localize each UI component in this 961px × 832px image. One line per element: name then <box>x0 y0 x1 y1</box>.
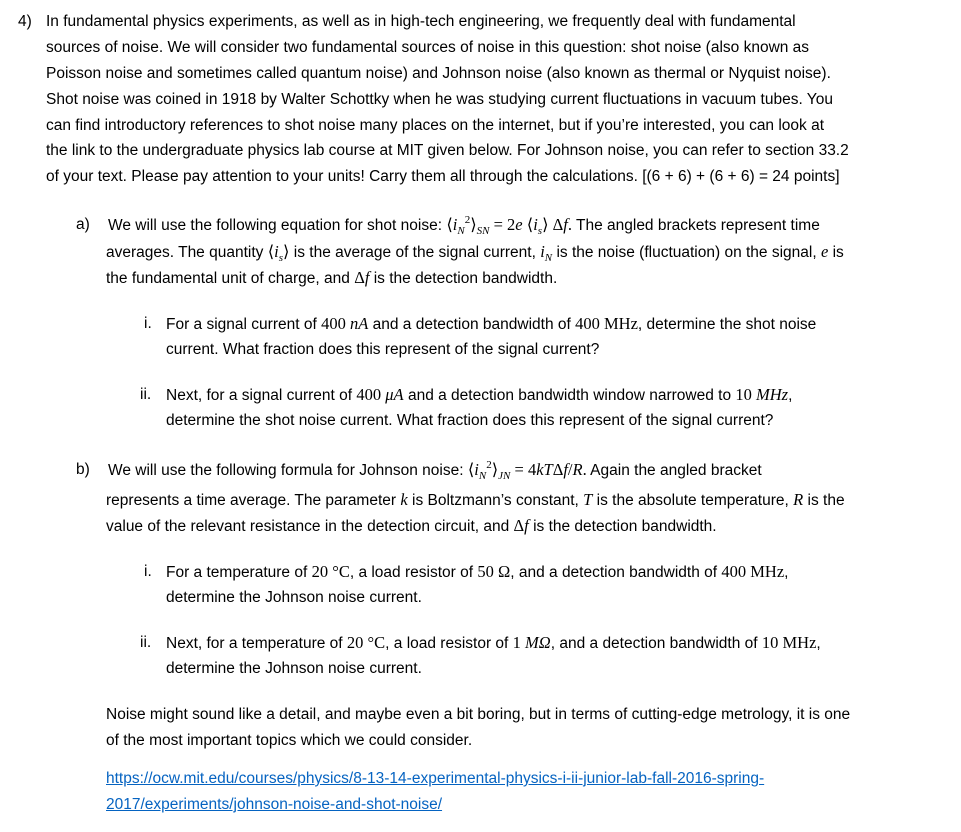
part-b-i-line-1: For a temperature of 20 °C, a load resistor of 50 Ω, and a detection bandwidth of 400 MHz, <box>166 562 789 581</box>
part-b-ii-line-1: Next, for a temperature of 20 °C, a load resistor of 1 MΩ, and a detection bandwidth of 10 MHz, <box>166 633 821 652</box>
question-number: 4) <box>18 13 32 30</box>
part-a-i-line-1: For a signal current of 400 nA and a detection bandwidth of 400 MHz, determine the shot noise <box>166 314 817 333</box>
closing-line: Noise might sound like a detail, and maybe even a bit boring, but in terms of cutting-edge metrology, it is one <box>106 706 851 723</box>
intro-line: can find introductory references to shot noise many places on the internet, but if you’re interested, you can look at <box>46 117 825 134</box>
part-a-i-label: i. <box>144 315 152 332</box>
part-b-line-1: We will use the following formula for Johnson noise: $⟨i_N^2⟩_{JN} = 4kT\Delta f/R$. Again the angled bracket <box>108 459 762 482</box>
intro-line: of your text. Please pay attention to your units! Carry them all through the calculations. [(6 + 6) + (6 + 6) = 24 points] <box>46 168 840 185</box>
intro-line: Shot noise was coined in 1918 by Walter Schottky when he was studying current fluctuations in vacuum tubes. You <box>46 91 833 108</box>
part-a-line-1: We will use the following equation for shot noise: $⟨i_N^2⟩_{SN} = 2e$ $⟨i_s⟩$ Δf. The angled brackets represent time <box>108 214 820 237</box>
reference-link-continued[interactable]: 2017/experiments/johnson-noise-and-shot-noise/ <box>106 796 443 813</box>
closing-line: of the most important topics which we could consider. <box>106 732 473 749</box>
part-b-ii-line-2: determine the Johnson noise current. <box>166 660 422 677</box>
part-a-ii-label: ii. <box>140 386 152 403</box>
part-a-ii-line-2: determine the shot noise current. What fraction does this represent of the signal current? <box>166 412 774 429</box>
intro-line: the link to the undergraduate physics lab course at MIT given below. For Johnson noise, you can refer to section 33.2 <box>46 142 849 159</box>
part-a-i-line-2: current. What fraction does this represent of the signal current? <box>166 341 600 358</box>
part-a-label: a) <box>76 216 90 233</box>
part-a-ii-line-1: Next, for a signal current of 400 μA and a detection bandwidth window narrowed to 10 MHz, <box>166 385 793 404</box>
part-b-label: b) <box>76 461 90 478</box>
intro-line: sources of noise. We will consider two fundamental sources of noise in this question: shot noise (also known as <box>46 39 810 56</box>
part-b-line-3: value of the relevant resistance in the detection circuit, and Δf is the detection bandwidth. <box>106 516 717 535</box>
part-b-i-label: i. <box>144 563 152 580</box>
reference-link[interactable]: https://ocw.mit.edu/courses/physics/8-13-14-experimental-physics-i-ii-junior-lab-fall-2016-spring- <box>106 770 765 787</box>
part-a-line-2: averages. The quantity $⟨i_s⟩$ is the average of the signal current, $i_N$ is the noise (fluctuation) on the signal, e is <box>106 242 844 264</box>
intro-line: In fundamental physics experiments, as well as in high-tech engineering, we frequently deal with fundamental <box>46 13 796 30</box>
part-b-i-line-2: determine the Johnson noise current. <box>166 589 422 606</box>
part-b-ii-label: ii. <box>140 634 152 651</box>
intro-line: Poisson noise and sometimes called quantum noise) and Johnson noise (also known as thermal or Nyquist noise). <box>46 65 831 82</box>
part-b-line-2: represents a time average. The parameter k is Boltzmann’s constant, T is the absolute temperature, R is the <box>106 490 845 509</box>
part-a-line-3: the fundamental unit of charge, and Δf is the detection bandwidth. <box>106 268 558 287</box>
